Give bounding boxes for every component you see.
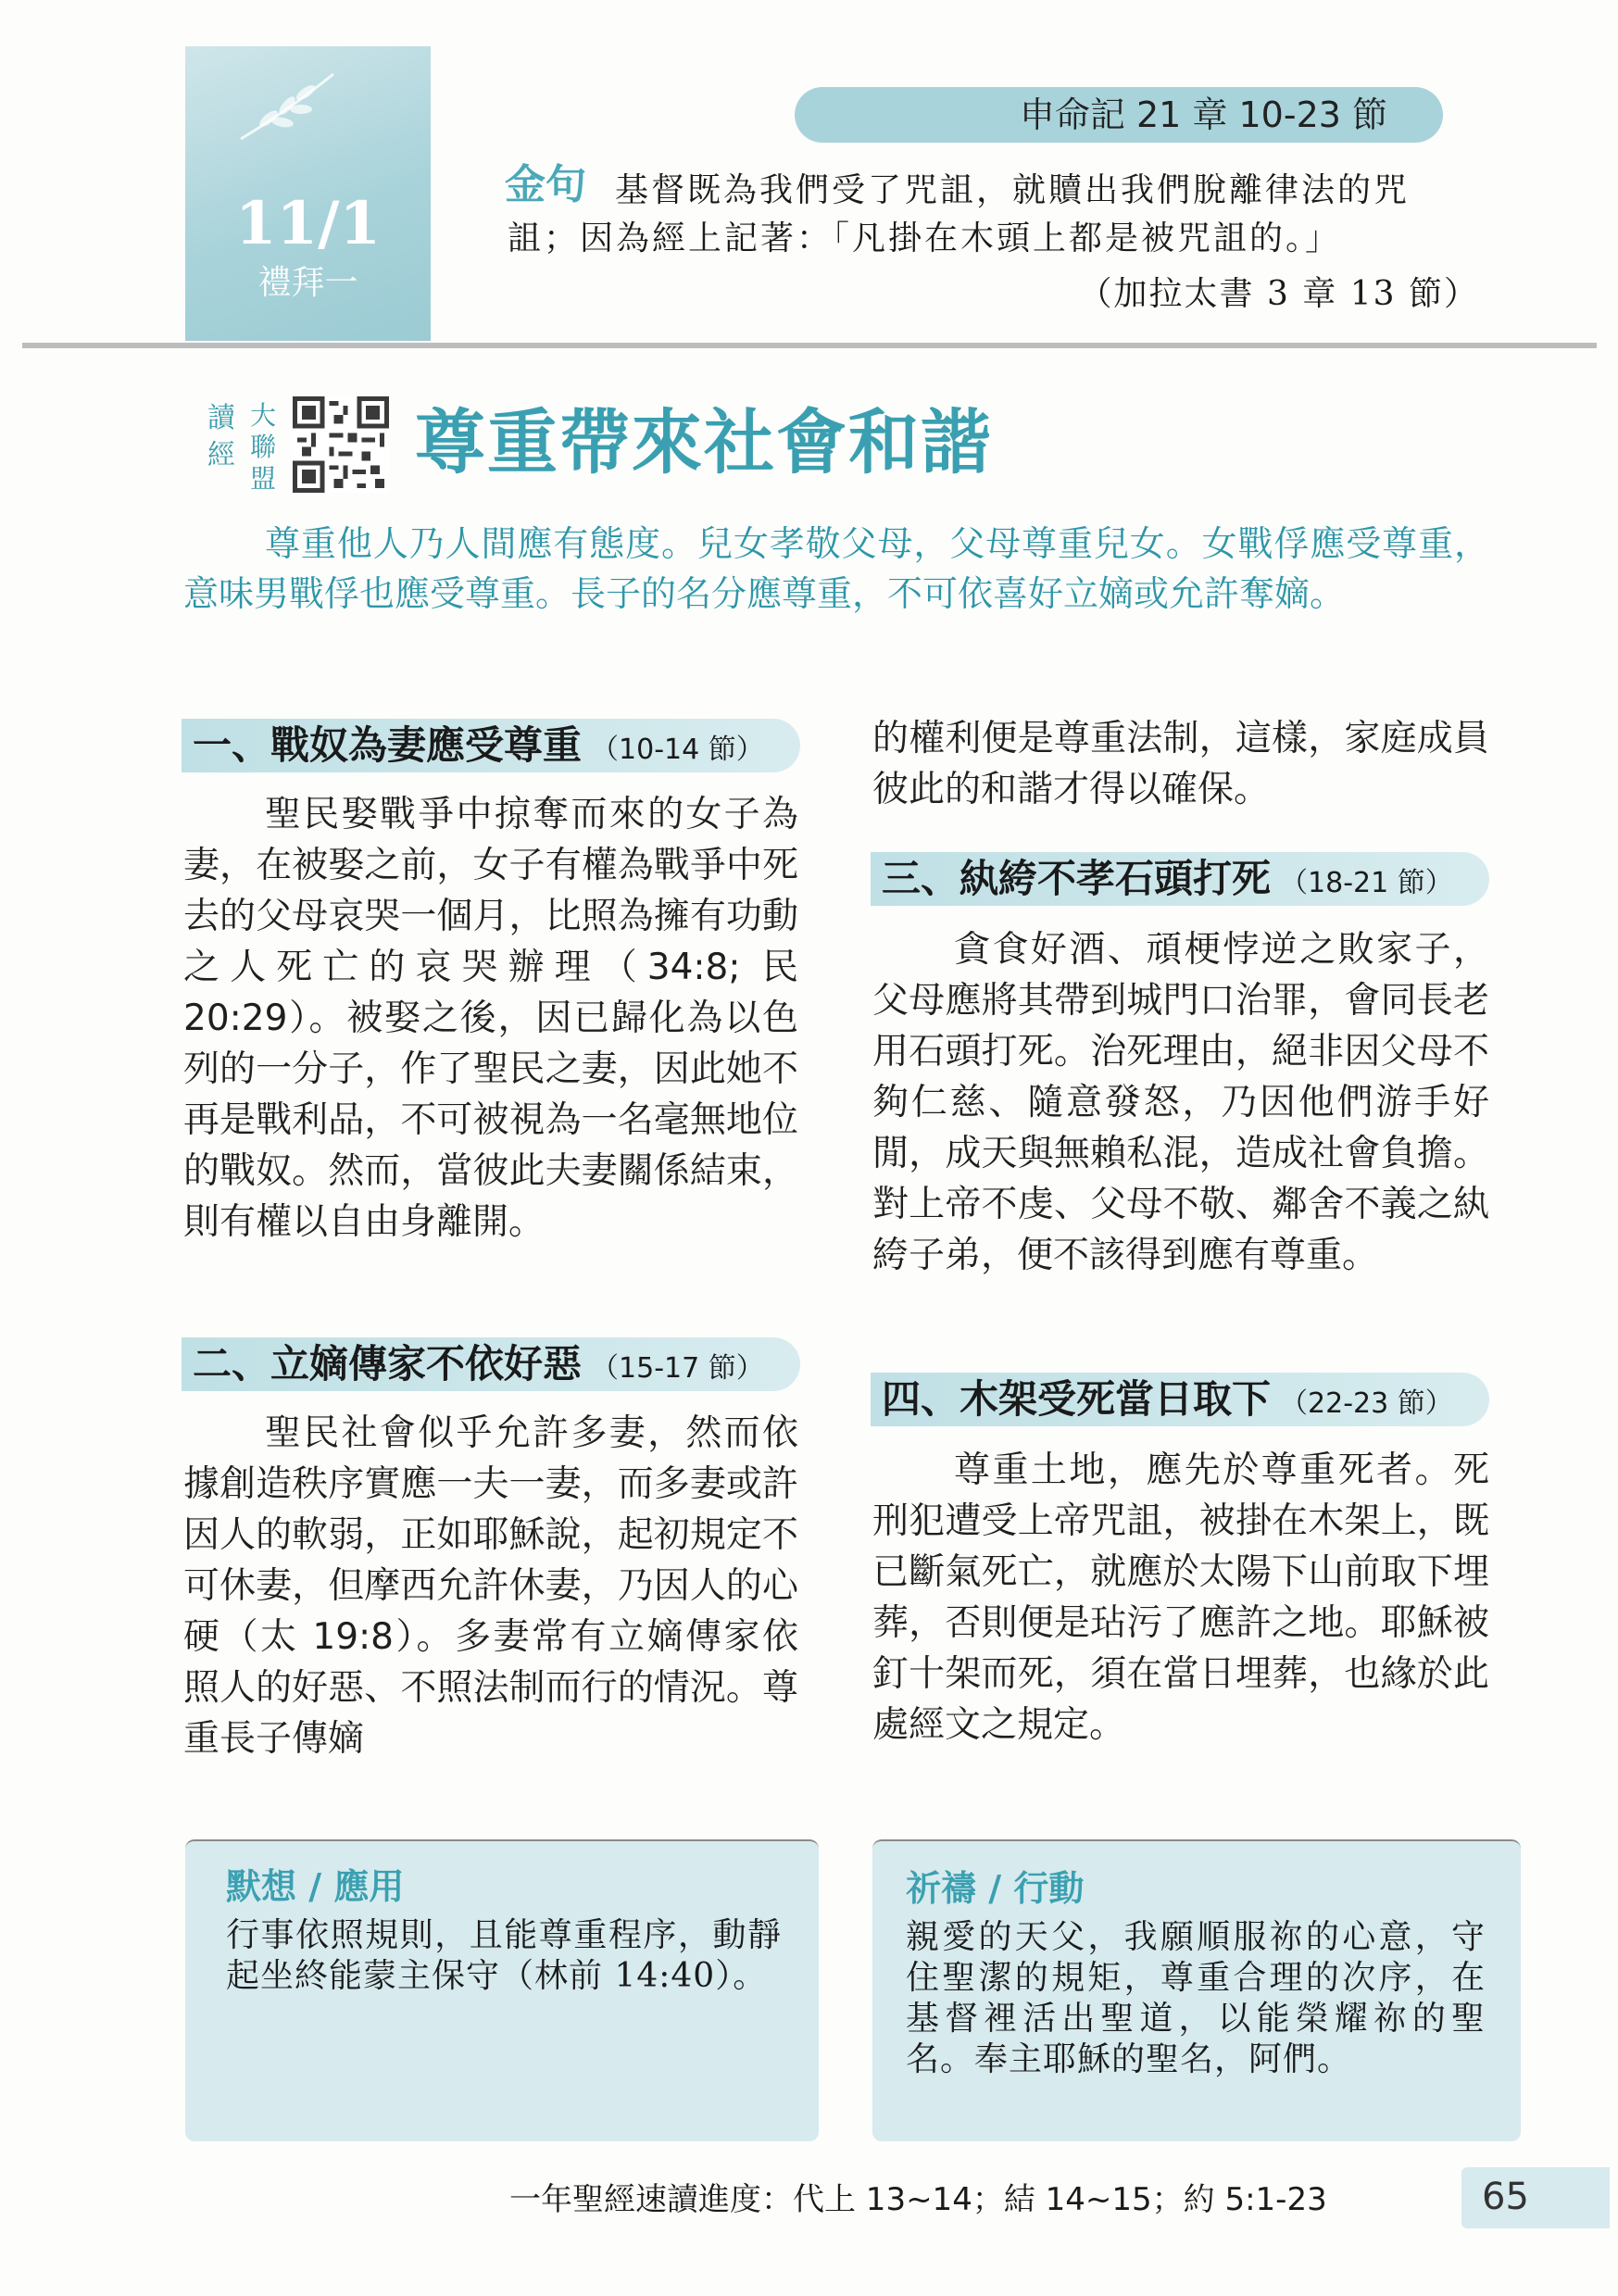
section-body-4: 尊重土地，應先於尊重死者。死刑犯遭受上帝咒詛，被掛在木架上，既已斷氣死亡，就應於太陽下山前取下埋葬，否則便是玷污了應許之地。耶穌被釘十架而死，須在當日埋葬，也緣於此處經文之規定。 xyxy=(872,1449,1489,1746)
golden-verse-line-2: 詛；因為經上記著：「凡掛在木頭上都是被咒詛的。」 xyxy=(508,220,1342,257)
section-ref-2: （15-17 節） xyxy=(591,1352,764,1385)
meditation-title: 默想 / 應用 xyxy=(226,1866,405,1907)
qr-code-icon[interactable] xyxy=(293,396,389,493)
section-header-2 xyxy=(182,1337,800,1391)
section-ref-3: （18-21 節） xyxy=(1280,867,1453,899)
weekday-label: 禮拜一 xyxy=(257,264,358,302)
section-title-4: 四、木架受死當日取下 xyxy=(882,1376,1272,1422)
section-title-3: 三、紈絝不孝石頭打死 xyxy=(882,856,1272,901)
section-ref-1: （10-14 節） xyxy=(591,734,764,766)
section-body-2-continued: 的權利便是尊重法制，這樣，家庭成員彼此的和諧才得以確保。 xyxy=(872,718,1489,810)
scripture-reference-pill: 申命記 21 章 10-23 節 xyxy=(795,87,1443,143)
intro-paragraph: 尊重他人乃人間應有態度。兒女孝敬父母，父母尊重兒女。女戰俘應受尊重，意味男戰俘也應受尊重。長子的名分應尊重，不可依喜好立嫡或允許奪嫡。 xyxy=(183,523,1489,614)
golden-verse-label: 金句 xyxy=(505,161,586,208)
page-number: 65 xyxy=(1482,2176,1529,2218)
date-label: 11/1 xyxy=(235,189,381,258)
section-body-1: 聖民娶戰爭中掠奪而來的女子為妻，在被娶之前，女子有權為戰爭中死去的父母哀哭一個月，比照為擁有功動之人死亡的哀哭辦理（34:8; 民 20:29）。被娶之後，因已歸化為以色列的一分子，作了聖民之妻，因此她不再是戰利品，不可被視為一名毫無地位的戰奴。然而，當彼此夫妻關係結束，則有權以自由身離開。 xyxy=(183,794,798,1243)
prayer-title: 祈禱 / 行動 xyxy=(906,1868,1085,1909)
golden-verse-line-1: 基督既為我們受了咒詛，就贖出我們脫離律法的咒 xyxy=(615,171,1411,209)
section-header-1 xyxy=(182,719,800,772)
section-body-3: 貪食好酒、頑梗悖逆之敗家子，父母應將其帶到城門口治罪，會同長老用石頭打死。治死理由，絕非因父母不夠仁慈、隨意發怒，乃因他們游手好閒，成天與無賴私混，造成社會負擔。對上帝不虔、父母不敬、鄰舍不義之紈絝子弟，便不該得到應有尊重。 xyxy=(872,929,1489,1276)
section-body-2: 聖民社會似乎允許多妻，然而依據創造秩序實應一夫一妻，而多妻或許因人的軟弱，正如耶穌說，起初規定不可休妻，但摩西允許休妻，乃因人的心硬（太 19:8）。多妻常有立嫡傳家依照人的好惡、不照法制而行的情況。尊重長子傳嫡 xyxy=(183,1412,798,1760)
header-divider xyxy=(22,343,1597,348)
section-header-4 xyxy=(871,1373,1489,1426)
section-ref-4: （22-23 節） xyxy=(1280,1387,1453,1420)
page-title: 尊重帶來社會和諧 xyxy=(415,401,993,483)
meditation-body: 行事依照規則，且能尊重程序，動靜起坐終能蒙主保守（林前 14:40）。 xyxy=(226,1916,782,1995)
section-title-1: 一、戰奴為妻應受尊重 xyxy=(193,722,583,768)
section-title-2: 二、立嫡傳家不依好惡 xyxy=(193,1341,583,1386)
side-label-read: 讀經 xyxy=(207,402,235,471)
golden-verse-source: （加拉太書 3 章 13 節） xyxy=(1078,275,1479,313)
side-label-union: 大聯盟 xyxy=(250,400,277,494)
olive-branch-icon xyxy=(232,65,343,148)
prayer-body: 親愛的天父，我願順服祢的心意，守住聖潔的規矩，尊重合理的次序，在基督裡活出聖道，以能榮耀祢的聖名。奉主耶穌的聖名，阿們。 xyxy=(906,1918,1486,2078)
section-header-3 xyxy=(871,852,1489,906)
reading-progress: 一年聖經速讀進度：代上 13~14；結 14~15；約 5:1-23 xyxy=(509,2181,1327,2218)
